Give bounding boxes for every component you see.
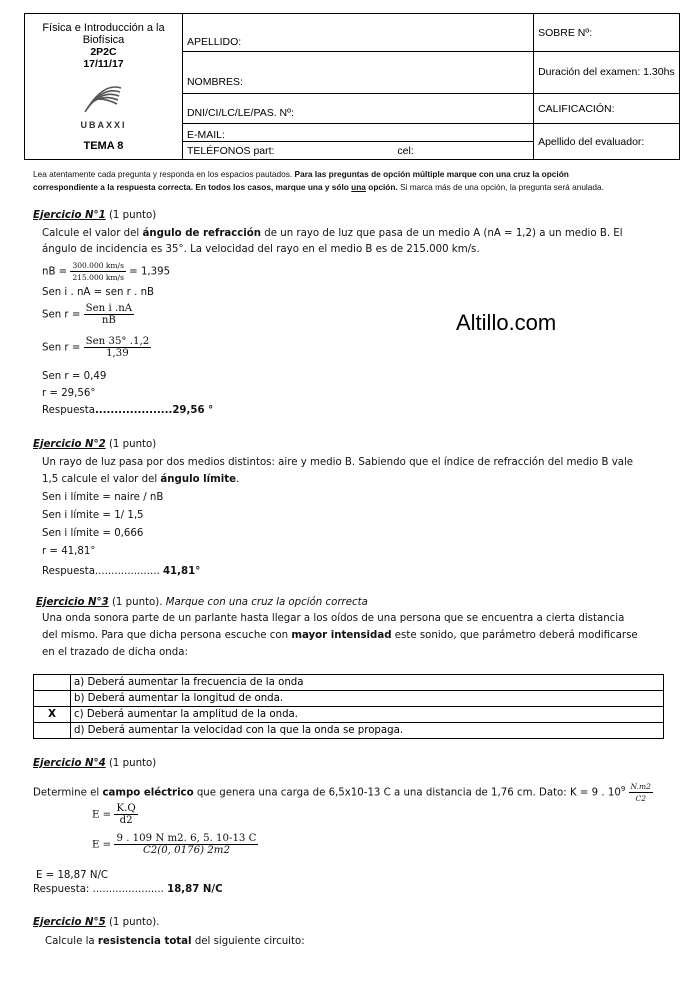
ej1-keyword: ángulo de refracción: [142, 228, 262, 239]
ej2-line-2: Sen i límite = 1/ 1,5: [42, 510, 144, 521]
ej4-k-den: C2: [635, 794, 646, 803]
ej1-l2-den: nB: [101, 315, 116, 326]
exercise-2-title: Ejercicio N°2: [33, 439, 106, 450]
ej5-text: Calcule la: [45, 936, 95, 947]
ej1-line-5: r = 29,56°: [42, 388, 96, 399]
ej1-sen-r-formula: [42, 303, 134, 326]
ej1-l3-den: 1,39: [106, 348, 129, 359]
ej4-k-exp: 9: [620, 785, 626, 794]
intro-text-3: correspondiente a la respuesta correcta. En todos los casos, marque una y sólo: [33, 182, 349, 192]
exercise-3-instruction: Marque con una cruz la opción correcta: [165, 597, 368, 608]
option-mark-box[interactable]: [34, 675, 71, 691]
option-row[interactable]: [34, 707, 664, 723]
ej1-answer-value: 29,56 °: [172, 405, 214, 416]
ej4-answer-label: Respuesta:: [33, 884, 90, 895]
ej4-keyword: campo eléctrico: [102, 787, 194, 799]
ej1-text-cont: de un rayo de luz que pasa de un medio A (nA = 1,2) a un medio B. El: [264, 228, 623, 239]
ej4-text-cont: que genera una carga de 6,5x10-13 C a una distancia de 1,76 cm. Dato: K = 9 . 10: [196, 787, 621, 799]
ej4-answer-value: 18,87 N/C: [167, 884, 223, 895]
ej1-nb-label: nB =: [42, 266, 68, 278]
calificacion-field: CALIFICACIÓN:: [534, 94, 680, 124]
exercise-5-title: Ejercicio N°5: [33, 917, 106, 928]
ej2-answer: [42, 566, 200, 577]
ej5-keyword: resistencia total: [97, 936, 192, 947]
ej4-answer: [33, 884, 223, 895]
exercise-3-title: Ejercicio N°3: [36, 597, 109, 608]
ej2-text-1: Un rayo de luz pasa por dos medios distintos: aire y medio B. Sabiendo que el índice de refracción del medio B vale: [42, 457, 634, 468]
ej1-l2-label: Sen r =: [42, 309, 81, 321]
ej2-answer-value: 41,81°: [162, 566, 201, 577]
intro-text-1: Lea atentamente cada pregunta y responda en los espacios pautados.: [33, 169, 293, 179]
ubaxxi-logo-text: UBAXXI: [80, 119, 127, 130]
option-text: b) Deberá aumentar la longitud de onda.: [71, 691, 664, 707]
instructions: [33, 168, 693, 194]
ej1-line-1: Sen i . nA = sen r . nB: [42, 287, 155, 298]
exercise-4-points: (1 punto): [108, 758, 157, 769]
ej4-f1-num: K.Q: [116, 803, 136, 814]
ej3-keyword: mayor intensidad: [291, 630, 392, 641]
ej4-line-1: E = 18,87 N/C: [36, 870, 109, 881]
ej4-f1-label: E =: [92, 809, 112, 821]
ej1-answer-dots: ....................: [94, 405, 173, 416]
intro-text-una: una: [351, 182, 366, 192]
telefonos-label: TELÉFONOS part:: [186, 144, 275, 157]
option-mark-box[interactable]: X: [34, 707, 71, 723]
option-mark-box[interactable]: [34, 723, 71, 739]
ej3-text-3: en el trazado de dicha onda:: [42, 647, 188, 658]
option-text: a) Deberá aumentar la frecuencia de la onda: [71, 675, 664, 691]
exercise-1-title: Ejercicio N°1: [33, 210, 106, 221]
option-row[interactable]: [34, 723, 664, 739]
course-code: 2P2C: [90, 45, 117, 58]
exam-header-table: [24, 13, 680, 160]
ej1-l3-num: Sen 35° .1,2: [85, 336, 150, 347]
ej4-f1-den: d2: [119, 815, 133, 826]
ej1-text-2: ángulo de incidencia es 35°. La velocidad del rayo en el medio B es de 215.000 km/s.: [42, 244, 480, 255]
telefonos-field: [182, 142, 533, 160]
ej3-text-2-end: este sonido, que parámetro deberá modificarse: [394, 630, 638, 641]
watermark: Altillo.com: [456, 310, 557, 335]
tema-label: TEMA 8: [83, 139, 124, 152]
dni-field: DNI/CI/LC/LE/PAS. Nº:: [182, 94, 533, 124]
intro-text-4: opción.: [368, 182, 398, 192]
ej2-line-1: Sen i límite = naire / nB: [42, 492, 164, 503]
cel-label: cel:: [397, 144, 414, 157]
intro-text-5: Si marca más de una opción, la pregunta será anulada.: [400, 182, 604, 192]
ej4-answer-dots: ......................: [92, 884, 164, 895]
ej2-line-3: Sen i límite = 0,666: [42, 528, 144, 539]
evaluador-field: Apellido del evaluador:: [534, 124, 680, 160]
exercise-3-points: (1 punto).: [111, 597, 163, 608]
apellido-field: APELLIDO:: [182, 14, 533, 52]
course-title: Física e Introducción a la Biofísica: [42, 21, 165, 46]
ej4-k-num: N.m2: [630, 782, 651, 791]
ej1-text: Calcule el valor del: [42, 228, 140, 239]
ej1-answer-label: Respuesta: [42, 405, 95, 416]
ej1-answer: [42, 405, 213, 416]
exercise-4-title: Ejercicio N°4: [33, 758, 106, 769]
ej4-formula-2: [92, 833, 258, 856]
ej2-answer-label: Respuesta: [42, 566, 95, 577]
ej1-nb-val: = 1,395: [129, 266, 171, 278]
exercise-2-points: (1 punto): [108, 439, 157, 450]
ej4-f2-den: C2(0, 0176) 2m2: [142, 845, 230, 856]
ej1-line-4: Sen r = 0,49: [42, 371, 107, 382]
ej3-text-2: del mismo. Para que dicha persona escuche con: [42, 630, 289, 641]
ej2-line-4: r = 41,81°: [42, 546, 96, 557]
ej1-nb-num: 300.000 km/s: [72, 261, 124, 270]
ej4-text: Determine el: [33, 787, 100, 799]
option-row[interactable]: [34, 691, 664, 707]
ej2-text-2-end: .: [236, 474, 240, 485]
option-mark-box[interactable]: [34, 691, 71, 707]
nombres-field: NOMBRES:: [182, 52, 533, 94]
ej4-statement: [33, 781, 653, 804]
ej1-sen-r-formula-2: [42, 336, 151, 359]
email-field: E-MAIL:: [182, 124, 533, 142]
ej4-f2-label: E =: [92, 839, 112, 851]
ej5-text-cont: del siguiente circuito:: [194, 936, 305, 947]
sobre-field: SOBRE Nº:: [534, 14, 680, 52]
ej2-text-2: 1,5 calcule el valor del: [42, 474, 158, 485]
options-table: [33, 674, 664, 739]
course-info-cell: [25, 14, 183, 160]
ej1-l3-label: Sen r =: [42, 342, 81, 354]
exercise-5-points: (1 punto).: [108, 917, 160, 928]
option-text: c) Deberá aumentar la amplitud de la onda.: [71, 707, 664, 723]
duracion-field: Duración del examen: 1.30hs: [534, 52, 680, 94]
ubaxxi-logo-icon: [73, 78, 133, 118]
ej1-l2-num: Sen i .nA: [85, 303, 133, 314]
option-text: d) Deberá aumentar la velocidad con la que la onda se propaga.: [71, 723, 664, 739]
ej1-nb-formula: [42, 260, 170, 283]
option-row[interactable]: [34, 675, 664, 691]
ej4-f2-num: 9 . 109 N m2. 6, 5. 10-13 C: [116, 833, 257, 844]
exam-date: 17/11/17: [83, 57, 124, 70]
intro-text-2: Para las preguntas de opción múltiple marque con una cruz la opción: [294, 169, 569, 179]
ej2-answer-dots: ....................: [94, 566, 160, 577]
ej1-nb-den: 215.000 km/s: [72, 273, 124, 282]
ej4-formula-1: [92, 803, 138, 826]
ej3-text-1: Una onda sonora parte de un parlante hasta llegar a los oídos de una persona que se encuentra a cierta distancia: [42, 613, 625, 624]
exercise-1-points: (1 punto): [108, 210, 157, 221]
ej2-keyword: ángulo límite: [160, 474, 237, 485]
